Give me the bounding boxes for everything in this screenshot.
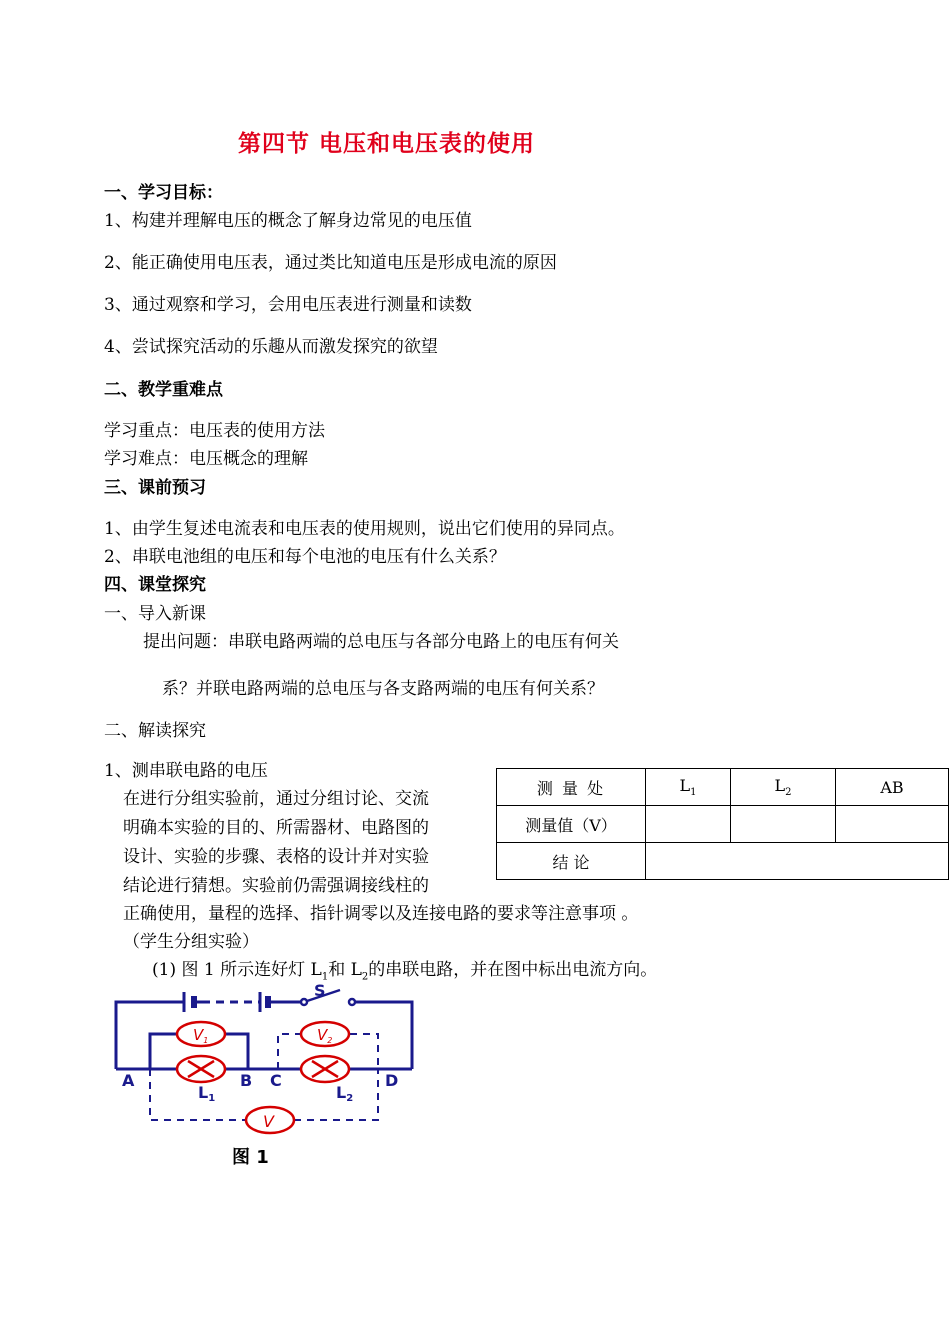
circuit-wires — [116, 1002, 412, 1069]
table-row — [497, 769, 949, 806]
question-text: 系？并联电路两端的总电压与各支路两端的电压有何关系？ — [162, 679, 604, 699]
section-heading-key-points: 二、教学重难点 — [104, 380, 223, 400]
subheading-explore: 二、解读探究 — [104, 721, 206, 741]
paragraph-line: 设计、实验的步骤、表格的设计并对实验 — [123, 847, 429, 867]
preview-item: 2、串联电池组的电压和每个电池的电压有什么关系？ — [104, 547, 506, 567]
table-row-label: 测量值（V） — [497, 806, 646, 843]
circuit-diagram — [100, 980, 440, 1175]
group-note: （学生分组实验） — [123, 932, 259, 952]
table-header-cell: AB — [836, 769, 949, 806]
switch-label: S — [314, 981, 326, 1000]
voltmeter-v1-icon — [177, 1022, 225, 1046]
goal-item: 2、能正确使用电压表，通过类比知道电压是形成电流的原因 — [104, 253, 557, 273]
node-label-b: B — [240, 1071, 253, 1090]
key-point-item: 学习难点：电压概念的理解 — [104, 449, 308, 469]
table-row — [497, 843, 949, 880]
section-heading-inquiry: 四、课堂探究 — [104, 575, 206, 595]
lamp-l1-icon — [177, 1056, 225, 1082]
step-instruction: (1) 图 1 所示连好灯 $L_1$和 $L_2$的串联电路，并在图中标出电流方向。 — [152, 960, 658, 983]
page-title: 第四节 电压和电压表的使用 — [238, 130, 536, 157]
goal-item: 1、构建并理解电压的概念了解身边常见的电压值 — [104, 211, 472, 231]
measurement-table — [496, 768, 949, 880]
node-label-c: C — [270, 1071, 282, 1090]
paragraph-line: 明确本实验的目的、所需器材、电路图的 — [123, 818, 429, 838]
table-cell — [731, 806, 836, 843]
section-heading-goals: 一、学习目标： — [104, 183, 223, 203]
table-cell — [646, 806, 731, 843]
preview-item: 1、由学生复述电流表和电压表的使用规则，说出它们使用的异同点。 — [104, 519, 625, 539]
lamp-label-l1: L1 — [198, 1083, 216, 1104]
switch-icon — [301, 990, 355, 1005]
subheading-intro: 一、导入新课 — [104, 604, 206, 624]
item-heading-series-voltage: 1、测串联电路的电压 — [104, 761, 268, 781]
node-label-d: D — [385, 1071, 399, 1090]
lamp-label-l2: L2 — [336, 1083, 354, 1104]
svg-text:V: V — [263, 1112, 274, 1131]
battery-icon — [184, 992, 268, 1012]
table-header-cell: $L_2$ — [731, 769, 836, 806]
paragraph-line: 正确使用，量程的选择、指针调零以及连接电路的要求等注意事项 。 — [123, 904, 639, 924]
svg-text:V2: $V_2$ — [317, 1026, 333, 1045]
table-row-label: 结 论 — [497, 843, 646, 880]
voltmeter-v2-icon — [301, 1022, 349, 1046]
table-row — [497, 806, 949, 843]
paragraph-line: 在进行分组实验前，通过分组讨论、交流 — [123, 789, 429, 809]
lamp-l2-icon — [301, 1056, 349, 1082]
svg-text:V1: $V_1$ — [193, 1026, 209, 1045]
question-text: 提出问题：串联电路两端的总电压与各部分电路上的电压有何关 — [143, 632, 619, 652]
figure-caption: 图 1 — [232, 1147, 269, 1168]
goal-item: 3、通过观察和学习，会用电压表进行测量和读数 — [104, 295, 472, 315]
key-point-item: 学习重点：电压表的使用方法 — [104, 421, 325, 441]
table-cell — [646, 843, 949, 880]
voltmeter-total-icon — [246, 1107, 294, 1133]
section-heading-preview: 三、课前预习 — [104, 478, 206, 498]
table-header-cell: $L_1$ — [646, 769, 731, 806]
table-cell — [836, 806, 949, 843]
goal-item: 4、尝试探究活动的乐趣从而激发探究的欲望 — [104, 337, 438, 357]
node-label-a: A — [122, 1071, 135, 1090]
table-header-cell: 测 量 处 — [497, 769, 646, 806]
paragraph-line: 结论进行猜想。实验前仍需强调接线柱的 — [123, 876, 429, 896]
